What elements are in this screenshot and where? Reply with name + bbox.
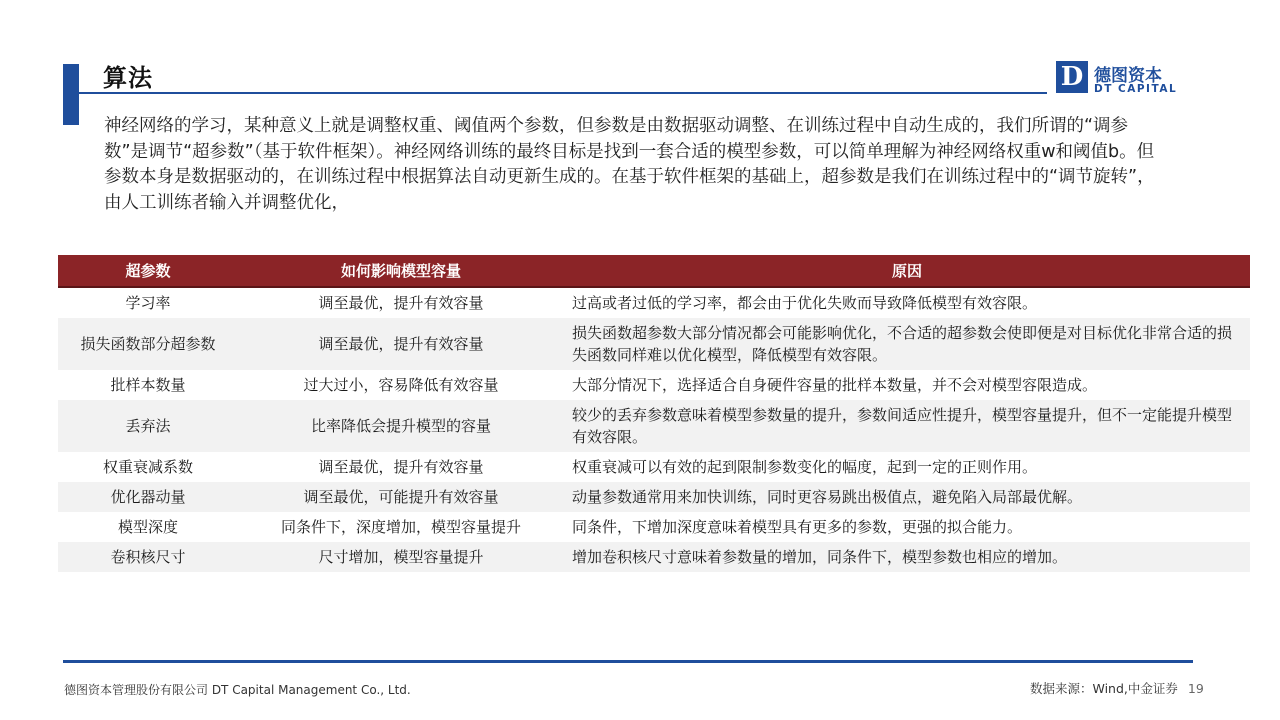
- title-accent-bar: [63, 64, 79, 125]
- footer-source: [1030, 679, 1204, 697]
- table-row: [58, 452, 1250, 482]
- cell-reason: 同条件，下增加深度意味着模型具有更多的参数，更强的拟合能力。: [564, 512, 1250, 542]
- cell-hyperparameter: 模型深度: [58, 512, 238, 542]
- table-row: [58, 400, 1250, 452]
- cell-hyperparameter: 权重衰减系数: [58, 452, 238, 482]
- cell-capacity-effect: 过大过小，容易降低有效容量: [238, 370, 564, 400]
- table-row: [58, 287, 1250, 318]
- cell-hyperparameter: 学习率: [58, 287, 238, 318]
- footer-company: 德图资本管理股份有限公司 DT Capital Management Co., Ltd.: [64, 683, 411, 697]
- cell-hyperparameter: 丢弃法: [58, 400, 238, 452]
- company-logo: [1056, 61, 1186, 97]
- title-underline: [79, 92, 1047, 94]
- table-header-row: [58, 255, 1250, 287]
- table-row: [58, 318, 1250, 370]
- data-source-note: 数据来源：Wind,中金证券: [1030, 681, 1178, 696]
- cell-capacity-effect: 调至最优，提升有效容量: [238, 287, 564, 318]
- cell-capacity-effect: 同条件下，深度增加，模型容量提升: [238, 512, 564, 542]
- column-header-capacity-effect: 如何影响模型容量: [238, 255, 564, 287]
- page-number: 19: [1187, 681, 1204, 696]
- cell-reason: 大部分情况下，选择适合自身硬件容量的批样本数量，并不会对模型容限造成。: [564, 370, 1250, 400]
- cell-capacity-effect: 调至最优，提升有效容量: [238, 318, 564, 370]
- cell-reason: 权重衰减可以有效的起到限制参数变化的幅度，起到一定的正则作用。: [564, 452, 1250, 482]
- cell-capacity-effect: 调至最优，提升有效容量: [238, 452, 564, 482]
- column-header-hyperparameter: 超参数: [58, 255, 238, 287]
- cell-hyperparameter: 批样本数量: [58, 370, 238, 400]
- table-row: [58, 370, 1250, 400]
- cell-reason: 动量参数通常用来加快训练，同时更容易跳出极值点，避免陷入局部最优解。: [564, 482, 1250, 512]
- cell-capacity-effect: 调至最优，可能提升有效容量: [238, 482, 564, 512]
- cell-reason: 损失函数超参数大部分情况都会可能影响优化，不合适的超参数会使即便是对目标优化非常合适的损失函数同样难以优化模型，降低模型有效容限。: [564, 318, 1250, 370]
- page-title: 算法: [103, 64, 153, 92]
- cell-hyperparameter: 卷积核尺寸: [58, 542, 238, 572]
- cell-hyperparameter: 优化器动量: [58, 482, 238, 512]
- logo-name-cn: 德图资本: [1094, 66, 1162, 86]
- logo-name-en: DT CAPITAL: [1094, 83, 1178, 95]
- logo-mark-icon: D: [1056, 61, 1088, 93]
- cell-reason: 过高或者过低的学习率，都会由于优化失败而导致降低模型有效容限。: [564, 287, 1250, 318]
- table-row: [58, 542, 1250, 572]
- footer-divider: [63, 660, 1193, 663]
- cell-hyperparameter: 损失函数部分超参数: [58, 318, 238, 370]
- hyperparameter-table: [58, 255, 1250, 572]
- cell-reason: 增加卷积核尺寸意味着参数量的增加，同条件下，模型参数也相应的增加。: [564, 542, 1250, 572]
- intro-paragraph: 神经网络的学习，某种意义上就是调整权重、阈值两个参数，但参数是由数据驱动调整、在训练过程中自动生成的，我们所谓的“调参数”是调节“超参数”（基于软件框架）。神经网络训练的最终目标是找到一套合适的模型参数，可以简单理解为神经网络权重w和阈值b。但参数本身是数据驱动的，在训练过程中根据算法自动更新生成的。在基于软件框架的基础上，超参数是我们在训练过程中的“调节旋转”，由人工训练者输入并调整优化，: [104, 116, 1155, 213]
- cell-capacity-effect: 比率降低会提升模型的容量: [238, 400, 564, 452]
- table-row: [58, 512, 1250, 542]
- cell-capacity-effect: 尺寸增加，模型容量提升: [238, 542, 564, 572]
- cell-reason: 较少的丢弃参数意味着模型参数量的提升，参数间适应性提升，模型容量提升，但不一定能提升模型有效容限。: [564, 400, 1250, 452]
- column-header-reason: 原因: [564, 255, 1250, 287]
- table-row: [58, 482, 1250, 512]
